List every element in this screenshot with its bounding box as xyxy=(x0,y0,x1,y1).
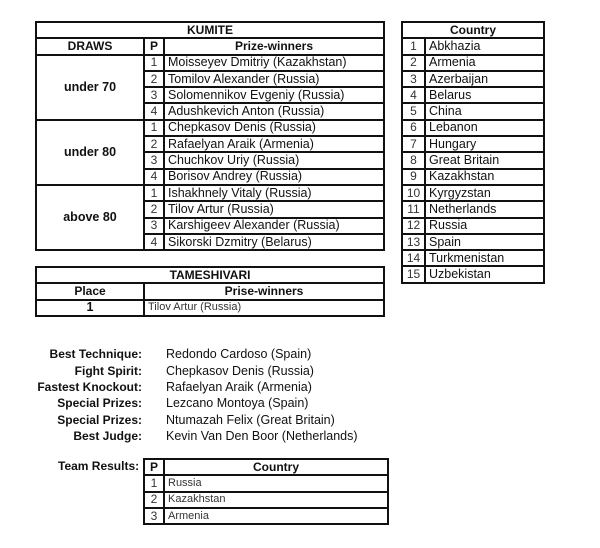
award-row xyxy=(20,379,358,395)
country-name: Great Britain xyxy=(425,152,544,168)
country-name: Armenia xyxy=(425,55,544,71)
country-name: Spain xyxy=(425,234,544,250)
award-winner: Kevin Van Den Boor (Netherlands) xyxy=(166,429,358,444)
award-label: Special Prizes: xyxy=(57,396,142,411)
team-results-table xyxy=(143,458,389,525)
place-number: 1 xyxy=(144,120,164,136)
country-number: 7 xyxy=(402,136,425,152)
award-label: Fight Spirit: xyxy=(74,363,142,378)
country-name: Turkmenistan xyxy=(425,250,544,266)
country-number: 12 xyxy=(402,218,425,234)
country-name: Kyrgyzstan xyxy=(425,185,544,201)
prize-winner-name: Adushkevich Anton (Russia) xyxy=(164,103,384,119)
table-row xyxy=(402,103,544,119)
table-row xyxy=(402,136,544,152)
table-row xyxy=(144,508,388,524)
place-number: 4 xyxy=(144,234,164,250)
country-body xyxy=(402,38,544,282)
table-row xyxy=(402,152,544,168)
table-row xyxy=(402,218,544,234)
tameshivari-body xyxy=(36,300,384,316)
award-row xyxy=(20,428,358,444)
place-number: 4 xyxy=(144,103,164,119)
table-row xyxy=(144,492,388,508)
kumite-title: KUMITE xyxy=(36,22,384,38)
table-row xyxy=(402,169,544,185)
table-row xyxy=(402,87,544,103)
prize-winner-name: Borisov Andrey (Russia) xyxy=(164,169,384,185)
country-name: Lebanon xyxy=(425,120,544,136)
prize-winner-name: Rafaelyan Araik (Armenia) xyxy=(164,136,384,152)
table-row xyxy=(402,120,544,136)
place-number: 3 xyxy=(144,218,164,234)
table-row xyxy=(402,234,544,250)
table-row xyxy=(402,55,544,71)
table-row xyxy=(36,55,384,71)
table-row xyxy=(402,201,544,217)
prize-winner-name: Chuchkov Uriy (Russia) xyxy=(164,152,384,168)
place-number: 1 xyxy=(144,185,164,201)
award-row xyxy=(20,412,358,428)
country-name: Netherlands xyxy=(425,201,544,217)
special-awards-list xyxy=(20,346,358,444)
award-winner: Redondo Cardoso (Spain) xyxy=(166,347,312,362)
prize-winners-header: Prize-winners xyxy=(164,38,384,54)
prize-winner-name: Moisseyev Dmitriy (Kazakhstan) xyxy=(164,55,384,71)
table-row xyxy=(36,300,384,316)
place-number: 2 xyxy=(144,71,164,87)
place-number: 2 xyxy=(144,136,164,152)
place-header: P xyxy=(144,459,164,475)
country-number: 8 xyxy=(402,152,425,168)
place-number: 4 xyxy=(144,169,164,185)
country-header: Country xyxy=(402,22,544,38)
country-number: 4 xyxy=(402,87,425,103)
award-row xyxy=(20,395,358,411)
table-row xyxy=(402,266,544,282)
award-row xyxy=(20,346,358,362)
tameshivari-title: TAMESHIVARI xyxy=(36,267,384,283)
country-number: 6 xyxy=(402,120,425,136)
award-winner: Rafaelyan Araik (Armenia) xyxy=(166,379,312,394)
country-name: Armenia xyxy=(164,508,388,524)
country-name: Abkhazia xyxy=(425,38,544,54)
country-name: China xyxy=(425,103,544,119)
award-label: Special Prizes: xyxy=(57,412,142,427)
draw-category: above 80 xyxy=(36,185,144,250)
prize-winner-name: Karshigeev Alexander (Russia) xyxy=(164,218,384,234)
place-header: Place xyxy=(36,283,144,299)
draw-category: under 80 xyxy=(36,120,144,185)
prise-winners-header: Prise-winners xyxy=(144,283,384,299)
place-number: 1 xyxy=(144,475,164,491)
country-name: Kazakhstan xyxy=(425,169,544,185)
table-row xyxy=(402,71,544,87)
country-number: 1 xyxy=(402,38,425,54)
award-label: Fastest Knockout: xyxy=(37,379,142,394)
country-number: 11 xyxy=(402,201,425,217)
table-row xyxy=(402,185,544,201)
place-number: 2 xyxy=(144,492,164,508)
country-number: 2 xyxy=(402,55,425,71)
award-label: Best Technique: xyxy=(49,347,142,362)
country-table xyxy=(401,21,545,284)
place-number: 1 xyxy=(36,300,144,316)
country-number: 9 xyxy=(402,169,425,185)
country-name: Belarus xyxy=(425,87,544,103)
country-name: Russia xyxy=(425,218,544,234)
country-number: 14 xyxy=(402,250,425,266)
prize-winner-name: Tilov Artur (Russia) xyxy=(144,300,384,316)
table-row xyxy=(36,185,384,201)
country-number: 15 xyxy=(402,266,425,282)
country-name: Kazakhstan xyxy=(164,492,388,508)
place-number: 3 xyxy=(144,508,164,524)
country-number: 5 xyxy=(402,103,425,119)
award-winner: Chepkasov Denis (Russia) xyxy=(166,363,314,378)
country-name: Azerbaijan xyxy=(425,71,544,87)
country-number: 13 xyxy=(402,234,425,250)
award-winner: Lezcano Montoya (Spain) xyxy=(166,396,309,411)
country-number: 10 xyxy=(402,185,425,201)
place-number: 3 xyxy=(144,152,164,168)
kumite-body xyxy=(36,55,384,251)
place-header: P xyxy=(144,38,164,54)
team-results-body xyxy=(144,475,388,524)
prize-winner-name: Chepkasov Denis (Russia) xyxy=(164,120,384,136)
place-number: 3 xyxy=(144,87,164,103)
country-number: 3 xyxy=(402,71,425,87)
table-row xyxy=(36,120,384,136)
prize-winner-name: Sikorski Dzmitry (Belarus) xyxy=(164,234,384,250)
country-name: Hungary xyxy=(425,136,544,152)
award-label: Best Judge: xyxy=(73,429,142,444)
place-number: 1 xyxy=(144,55,164,71)
prize-winner-name: Ishakhnely Vitaly (Russia) xyxy=(164,185,384,201)
prize-winner-name: Solomennikov Evgeniy (Russia) xyxy=(164,87,384,103)
table-row xyxy=(402,250,544,266)
award-row xyxy=(20,362,358,378)
draw-category: under 70 xyxy=(36,55,144,120)
table-row xyxy=(402,38,544,54)
country-header: Country xyxy=(164,459,388,475)
prize-winner-name: Tomilov Alexander (Russia) xyxy=(164,71,384,87)
place-number: 2 xyxy=(144,201,164,217)
kumite-table xyxy=(35,21,385,251)
country-name: Uzbekistan xyxy=(425,266,544,282)
draws-header: DRAWS xyxy=(36,38,144,54)
tameshivari-table xyxy=(35,266,385,317)
table-row xyxy=(144,475,388,491)
award-winner: Ntumazah Felix (Great Britain) xyxy=(166,412,335,427)
team-results-label: Team Results: xyxy=(58,459,140,473)
country-name: Russia xyxy=(164,475,388,491)
prize-winner-name: Tilov Artur (Russia) xyxy=(164,201,384,217)
